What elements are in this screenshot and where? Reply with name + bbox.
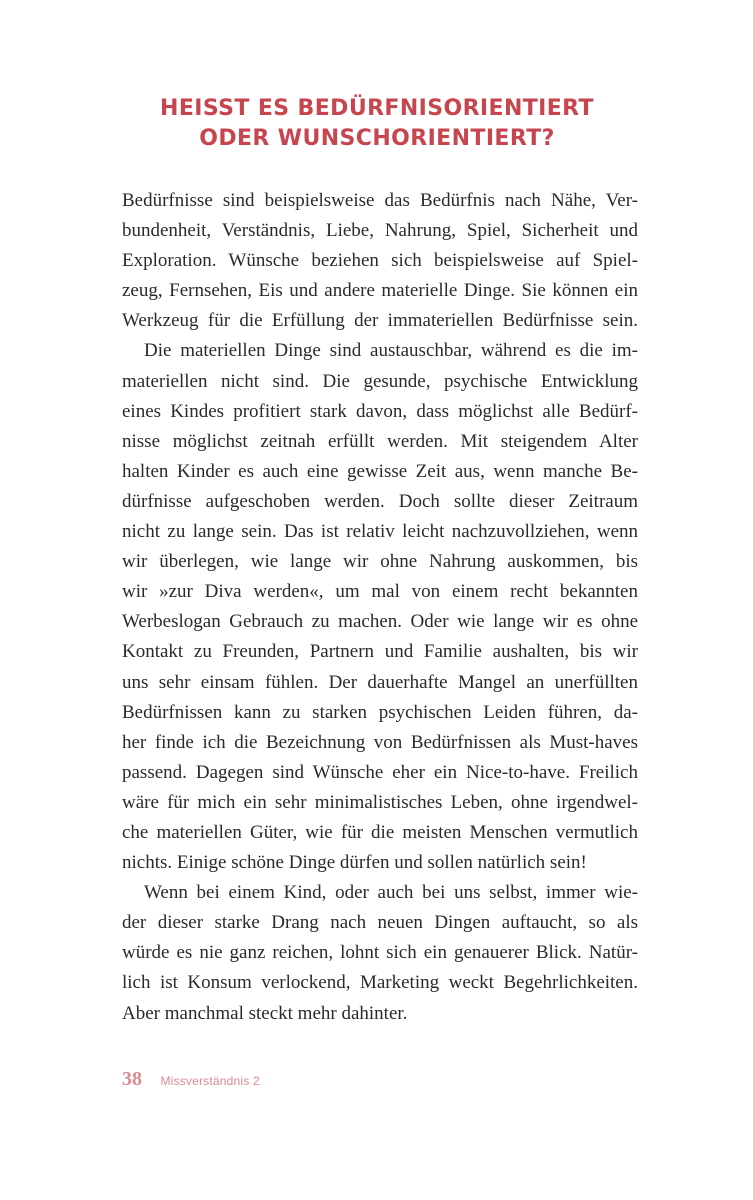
text-line: her finde ich die Bezeichnung von Bedürfnissen als Must-haves [122, 731, 638, 753]
body-text [122, 186, 638, 1029]
text-line: nisse möglichst zeitnah erfüllt werden. Mit steigendem Alter [122, 430, 638, 452]
text-line: wäre für mich ein sehr minimalistisches Leben, ohne irgendwel- [122, 791, 638, 813]
text-line: nichts. Einige schöne Dinge dürfen und sollen natürlich sein! [122, 852, 587, 874]
running-footer-chapter: Missverständnis 2 [160, 1074, 260, 1088]
text-line: nicht zu lange sein. Das ist relativ leicht nachzuvollziehen, wenn [122, 521, 638, 543]
page-footer [122, 1068, 260, 1091]
paragraph-1 [122, 186, 638, 336]
chapter-heading [122, 94, 632, 154]
paragraph-3 [122, 878, 638, 1028]
text-line: wir überlegen, wie lange wir ohne Nahrung auskommen, bis [122, 551, 638, 573]
text-line: Die materiellen Dinge sind austauschbar, während es die im- [144, 340, 638, 362]
text-line: Bedürfnisse sind beispielsweise das Bedürfnis nach Nähe, Ver- [122, 190, 638, 211]
text-line: würde es nie ganz reichen, lohnt sich ein genauerer Blick. Natür- [122, 942, 638, 964]
text-line: eines Kindes profitiert stark davon, dass möglichst alle Bedürf- [122, 400, 638, 422]
text-line: Kontakt zu Freunden, Partnern und Familie aushalten, bis wir [122, 641, 638, 663]
text-line: uns sehr einsam fühlen. Der dauerhafte Mangel an unerfüllten [122, 671, 638, 693]
text-line: Werkzeug für die Erfüllung der immateriellen Bedürfnisse sein. [122, 310, 638, 332]
page-number: 38 [122, 1068, 142, 1090]
text-line: materiellen nicht sind. Die gesunde, psychische Entwicklung [122, 370, 638, 392]
heading-line-1: HEISST ES BEDÜRFNISORIENTIERT [160, 96, 594, 121]
text-line: lich ist Konsum verlockend, Marketing weckt Begehrlichkeiten. [122, 972, 638, 994]
text-line: Werbeslogan Gebrauch zu machen. Oder wie lange wir es ohne [122, 611, 638, 633]
paragraph-2 [122, 336, 638, 878]
text-line: zeug, Fernsehen, Eis und andere materielle Dinge. Sie können ein [122, 280, 638, 302]
heading-line-2: ODER WUNSCHORIENTIERT? [199, 126, 555, 151]
text-line: Wenn bei einem Kind, oder auch bei uns selbst, immer wie- [144, 882, 638, 904]
text-line: Bedürfnissen kann zu starken psychischen Leiden führen, da- [122, 701, 638, 723]
text-line: halten Kinder es auch eine gewisse Zeit aus, wenn manche Be- [122, 460, 638, 482]
text-line: passend. Dagegen sind Wünsche eher ein Nice-to-have. Freilich [122, 761, 638, 783]
text-line: der dieser starke Drang nach neuen Dingen auftaucht, so als [122, 912, 638, 934]
text-line: dürfnisse aufgeschoben werden. Doch sollte dieser Zeitraum [122, 490, 638, 512]
text-line: Exploration. Wünsche beziehen sich beispielsweise auf Spiel- [122, 250, 638, 272]
text-line: Aber manchmal steckt mehr dahinter. [122, 1002, 408, 1024]
text-line: bundenheit, Verständnis, Liebe, Nahrung, Spiel, Sicherheit und [122, 220, 638, 242]
text-line: che materiellen Güter, wie für die meisten Menschen vermutlich [122, 821, 638, 843]
text-line: wir »zur Diva werden«, um mal von einem recht bekannten [122, 581, 638, 603]
